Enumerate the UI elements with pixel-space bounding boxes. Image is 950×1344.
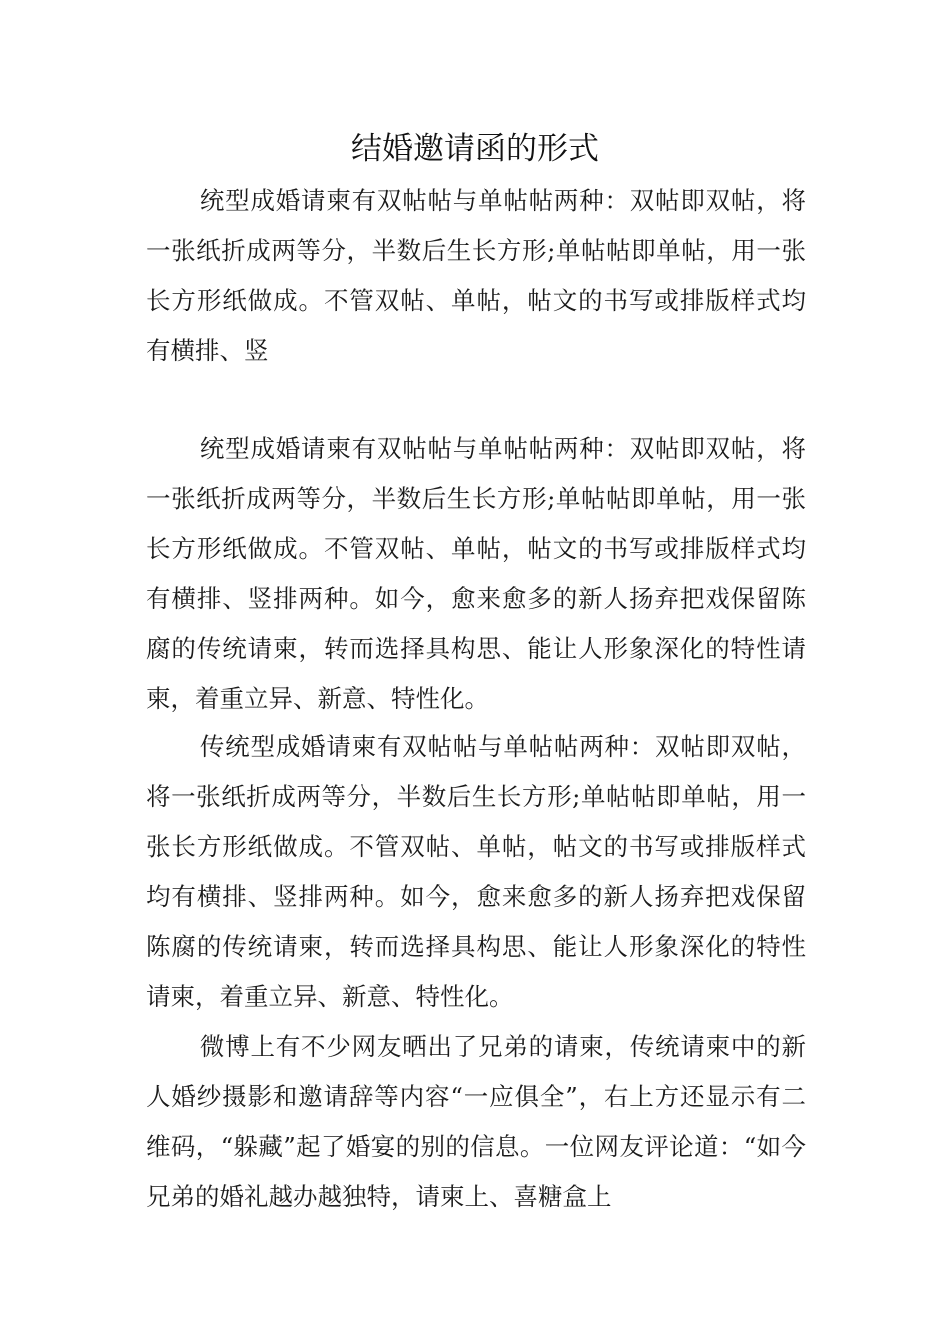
paragraph-4: 微博上有不少网友晒出了兄弟的请柬，传统请柬中的新人婚纱摄影和邀请辞等内容“一应俱全”，右上方还显示有二维码，“躲藏”起了婚宴的别的信息。一位网友评论道：“如今兄弟的婚礼越办越独特，请柬上、喜糖盒上 bbox=[146, 1032, 806, 1211]
paragraph-1: 统型成婚请柬有双帖帖与单帖帖两种：双帖即双帖，将一张纸折成两等分，半数后生长方形;单帖帖即单帖，用一张长方形纸做成。不管双帖、单帖，帖文的书写或排版样式均有横排、竖 bbox=[146, 186, 806, 365]
paragraph-2: 统型成婚请柬有双帖帖与单帖帖两种：双帖即双帖，将一张纸折成两等分，半数后生长方形;单帖帖即单帖，用一张长方形纸做成。不管双帖、单帖，帖文的书写或排版样式均有横排、竖排两种。如今，愈来愈多的新人扬弃把戏保留陈腐的传统请柬，转而选择具构思、能让人形象深化的特性请柬，着重立异、新意、特性化。 bbox=[146, 434, 806, 713]
paragraph-3: 传统型成婚请柬有双帖帖与单帖帖两种：双帖即双帖，将一张纸折成两等分，半数后生长方形;单帖帖即单帖，用一张长方形纸做成。不管双帖、单帖，帖文的书写或排版样式均有横排、竖排两种。如今，愈来愈多的新人扬弃把戏保留陈腐的传统请柬，转而选择具构思、能让人形象深化的特性请柬，着重立异、新意、特性化。 bbox=[146, 732, 806, 1011]
document-title: 结婚邀请函的形式 bbox=[351, 131, 599, 167]
